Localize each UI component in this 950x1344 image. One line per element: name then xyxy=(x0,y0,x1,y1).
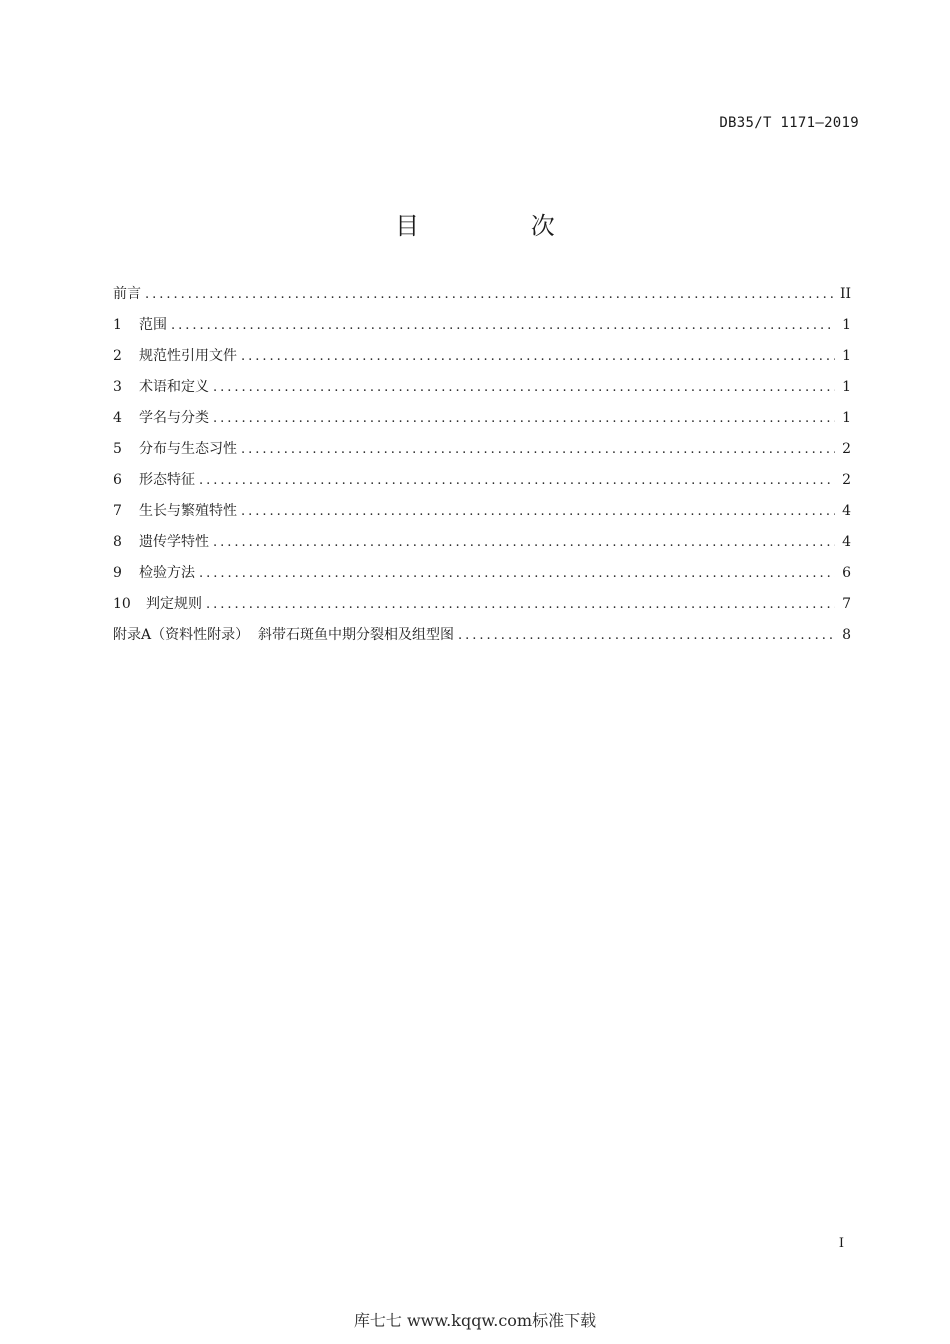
toc-entry-label: 生长与繁殖特性 xyxy=(139,503,237,519)
toc-entry-number: 10 xyxy=(113,596,131,612)
dot-leader xyxy=(141,287,835,302)
toc-entry-page: 2 xyxy=(842,441,851,457)
toc-entry-page: 7 xyxy=(842,596,851,612)
standard-code: DB35/T 1171—2019 xyxy=(719,115,859,131)
toc-entry-number: 5 xyxy=(113,441,122,457)
toc-entry-page: 4 xyxy=(842,534,851,550)
dot-leader xyxy=(209,380,835,395)
toc-entry-page: 2 xyxy=(842,472,851,488)
dot-leader xyxy=(195,566,835,581)
toc-entry-label: 规范性引用文件 xyxy=(139,348,237,364)
toc-entry-number: 4 xyxy=(113,410,122,426)
toc-entry-page: II xyxy=(839,286,851,302)
watermark-text: 库七七 www.kqqw.com标准下载 xyxy=(353,1311,597,1330)
toc-entry-number: 8 xyxy=(113,534,122,550)
dot-leader xyxy=(209,411,835,426)
page-number: I xyxy=(838,1236,844,1251)
toc-entry-label: 范围 xyxy=(139,317,167,333)
toc-entry-page: 1 xyxy=(842,317,851,333)
toc-entry-foreword[interactable] xyxy=(113,283,851,314)
toc-entry-label: 检验方法 xyxy=(139,565,195,581)
toc-entry-label: 分布与生态习性 xyxy=(139,441,237,457)
toc-entry-page: 6 xyxy=(842,565,851,581)
toc-entry-morphology[interactable] xyxy=(113,469,851,500)
toc-entry-growth-reproduction[interactable] xyxy=(113,500,851,531)
dot-leader xyxy=(237,504,835,519)
toc-entry-number: 3 xyxy=(113,379,122,395)
toc-entry-page: 1 xyxy=(842,379,851,395)
toc-entry-label: 学名与分类 xyxy=(139,410,209,426)
table-of-contents xyxy=(113,283,851,655)
toc-entry-number: 9 xyxy=(113,565,122,581)
dot-leader xyxy=(167,318,835,333)
toc-entry-number: 1 xyxy=(113,317,122,333)
toc-entry-test-methods[interactable] xyxy=(113,562,851,593)
toc-entry-number: 7 xyxy=(113,503,122,519)
toc-entry-label: 形态特征 xyxy=(139,472,195,488)
toc-entry-label: 术语和定义 xyxy=(139,379,209,395)
dot-leader xyxy=(454,628,835,643)
toc-entry-scope[interactable] xyxy=(113,314,851,345)
toc-entry-genetics[interactable] xyxy=(113,531,851,562)
toc-entry-distribution-ecology[interactable] xyxy=(113,438,851,469)
toc-entry-page: 1 xyxy=(842,410,851,426)
toc-entry-label: 附录A（资料性附录） 斜带石斑鱼中期分裂相及组型图 xyxy=(113,627,455,643)
toc-entry-page: 1 xyxy=(842,348,851,364)
dot-leader xyxy=(195,473,835,488)
toc-entry-number: 6 xyxy=(113,472,122,488)
toc-entry-label: 遗传学特性 xyxy=(139,534,209,550)
dot-leader xyxy=(237,442,835,457)
toc-entry-normative-references[interactable] xyxy=(113,345,851,376)
dot-leader xyxy=(237,349,835,364)
toc-entry-appendix-a[interactable] xyxy=(113,624,851,655)
toc-entry-page: 8 xyxy=(842,627,851,643)
toc-entry-determination-rules[interactable] xyxy=(113,593,851,624)
toc-title: 目 次 xyxy=(395,212,607,240)
toc-entry-terms-definitions[interactable] xyxy=(113,376,851,407)
toc-entry-page: 4 xyxy=(842,503,851,519)
toc-entry-number: 2 xyxy=(113,348,122,364)
toc-entry-nomenclature[interactable] xyxy=(113,407,851,438)
dot-leader xyxy=(209,535,835,550)
dot-leader xyxy=(202,597,835,612)
toc-entry-label: 前言 xyxy=(113,286,141,302)
toc-entry-label: 判定规则 xyxy=(146,596,202,612)
